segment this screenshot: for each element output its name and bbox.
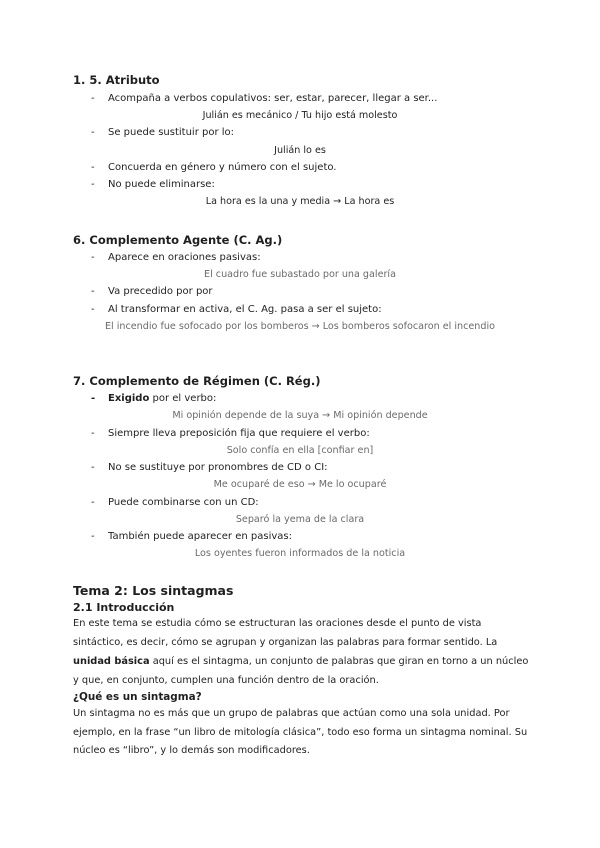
bullet-dash: - — [91, 393, 96, 404]
paragraph-rest: aquí es el sintagma, un conjunto de palabras que giran en torno a un núcleo — [149, 656, 529, 667]
example-line: Solo confía en ella [confiar en] — [226, 445, 374, 456]
example-line: Julián es mecánico / Tu hijo está molesto — [202, 110, 398, 121]
section-heading-agente: 6. Complemento Agente (C. Ag.) — [73, 233, 283, 247]
example-line: Los oyentes fueron informados de la noticia — [194, 548, 406, 559]
list-item: Siempre lleva preposición fija que requiere el verbo: — [108, 428, 370, 439]
section-heading-regimen: 7. Complemento de Régimen (C. Rég.) — [73, 374, 321, 388]
list-item: Acompaña a verbos copulativos: ser, estar, parecer, llegar a ser... — [108, 93, 438, 104]
bullet-dash: - — [91, 286, 95, 297]
bullet-dash: - — [91, 93, 95, 104]
list-item: No se sustituye por pronombres de CD o CI: — [108, 462, 328, 473]
list-item: Puede combinarse con un CD: — [108, 497, 259, 508]
bold-term: unidad básica — [73, 656, 150, 667]
paragraph-line: ejemplo, en la frase “un libro de mitología clásica”, todo eso forma un sintagma nominal. Su — [73, 727, 528, 738]
bullet-dash: - — [91, 497, 95, 508]
paragraph-line — [73, 656, 528, 668]
list-item: También puede aparecer en pasivas: — [108, 531, 292, 542]
list-item: Aparece en oraciones pasivas: — [108, 252, 261, 263]
paragraph-line: núcleo es “libro”, y lo demás son modificadores. — [73, 745, 310, 756]
example-line: La hora es la una y media → La hora es — [205, 196, 395, 207]
list-item: No puede eliminarse: — [108, 179, 215, 190]
example-line: El cuadro fue subastado por una galería — [204, 269, 396, 280]
list-item: Se puede sustituir por lo: — [108, 127, 235, 138]
paragraph-line: En este tema se estudia cómo se estructuran las oraciones desde el punto de vista — [73, 618, 482, 629]
list-item: Va precedido por por — [108, 286, 213, 297]
bullet-dash: - — [91, 531, 95, 542]
bullet-dash: - — [91, 179, 95, 190]
list-item-rest: por el verbo: — [149, 393, 217, 404]
example-line: Julián lo es — [274, 145, 326, 156]
bullet-dash: - — [91, 127, 95, 138]
section-heading-atributo: 1. 5. Atributo — [73, 73, 160, 87]
list-item — [108, 393, 216, 404]
list-item: Al transformar en activa, el C. Ag. pasa a ser el sujeto: — [108, 304, 382, 315]
example-line: Separó la yema de la clara — [235, 514, 365, 525]
paragraph-line: y que, en conjunto, cumplen una función dentro de la oración. — [73, 675, 379, 686]
bullet-dash: - — [91, 462, 95, 473]
subsection-title: 2.1 Introducción — [73, 601, 175, 614]
bullet-dash: - — [91, 252, 95, 263]
paragraph-line: Un sintagma no es más que un grupo de palabras que actúan como una sola unidad. Por — [73, 708, 510, 719]
bullet-dash: - — [91, 428, 95, 439]
bullet-dash: - — [91, 304, 95, 315]
bullet-dash: - — [91, 162, 95, 173]
question-heading: ¿Qué es un sintagma? — [73, 691, 202, 703]
example-line: El incendio fue sofocado por los bomberos → Los bomberos sofocaron el incendio — [104, 321, 495, 332]
list-item: Concuerda en género y número con el sujeto. — [108, 162, 337, 173]
example-line: Mi opinión depende de la suya → Mi opinión depende — [172, 410, 428, 421]
paragraph-line: sintáctico, es decir, cómo se agrupan y organizan las palabras para formar sentido. La — [73, 637, 498, 648]
topic-title: Tema 2: Los sintagmas — [73, 583, 234, 598]
example-line: Me ocuparé de eso → Me lo ocuparé — [213, 479, 387, 490]
bold-term: Exigido — [108, 393, 150, 404]
